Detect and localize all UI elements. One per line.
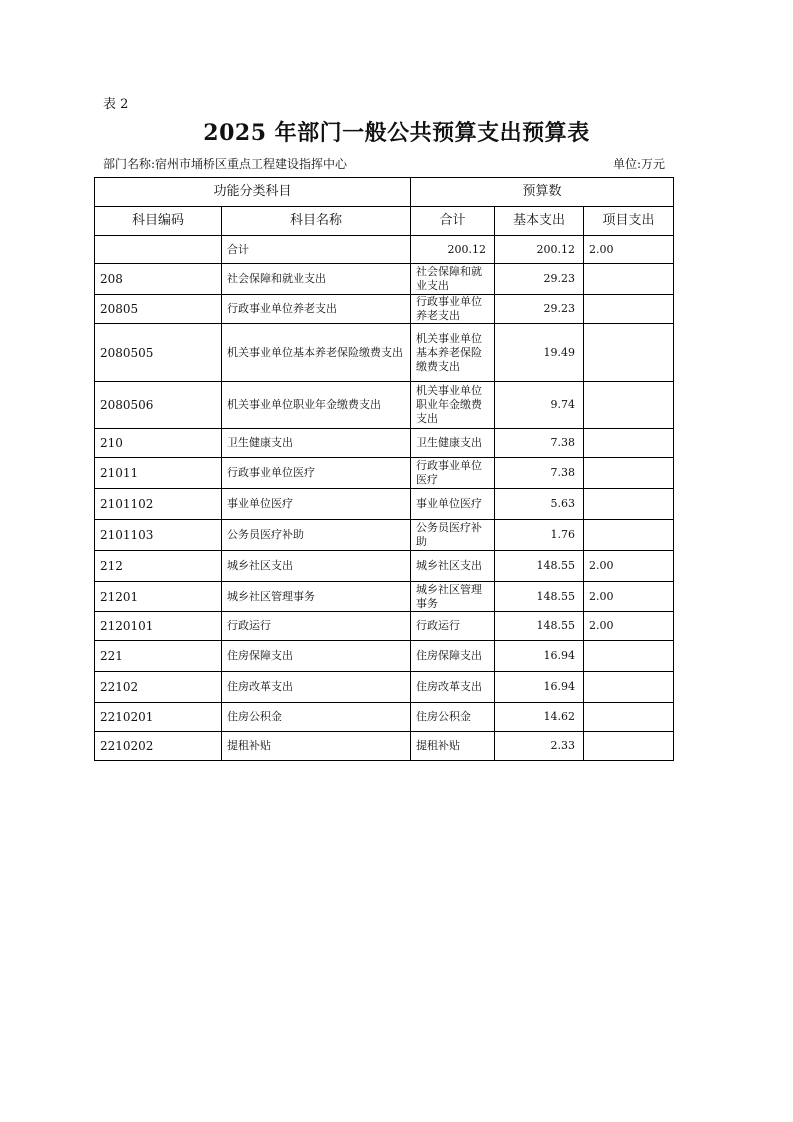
cell-basic: 148.55 — [495, 582, 584, 612]
table-label: 表 2 — [103, 97, 129, 112]
cell-code — [95, 236, 222, 264]
table-row — [95, 582, 674, 612]
cell-basic: 29.23 — [495, 264, 584, 295]
cell-name: 行政事业单位医疗 — [222, 458, 411, 489]
cell-total: 行政事业单位医疗 — [411, 458, 495, 489]
cell-basic: 14.62 — [495, 703, 584, 732]
table-row — [95, 641, 674, 672]
cell-total: 城乡社区支出 — [411, 551, 495, 582]
cell-total: 200.12 — [411, 236, 495, 264]
table-row — [95, 382, 674, 429]
cell-basic: 2.33 — [495, 732, 584, 761]
cell-project — [584, 458, 674, 489]
cell-total: 卫生健康支出 — [411, 429, 495, 458]
cell-basic: 19.49 — [495, 324, 584, 382]
cell-code: 208 — [95, 264, 222, 295]
cell-code: 20805 — [95, 295, 222, 324]
cell-code: 212 — [95, 551, 222, 582]
cell-basic: 5.63 — [495, 489, 584, 520]
cell-total: 行政运行 — [411, 612, 495, 641]
cell-code: 22102 — [95, 672, 222, 703]
cell-project — [584, 641, 674, 672]
table-row — [95, 236, 674, 264]
cell-name: 公务员医疗补助 — [222, 520, 411, 551]
table-row — [95, 264, 674, 295]
cell-code: 2210201 — [95, 703, 222, 732]
table-row — [95, 703, 674, 732]
column-header-project: 项目支出 — [584, 207, 674, 236]
group-header-budget: 预算数 — [411, 178, 674, 207]
cell-code: 2080506 — [95, 382, 222, 429]
cell-project — [584, 732, 674, 761]
cell-total: 住房公积金 — [411, 703, 495, 732]
cell-total: 提租补贴 — [411, 732, 495, 761]
cell-project — [584, 520, 674, 551]
table-row — [95, 429, 674, 458]
cell-total: 住房保障支出 — [411, 641, 495, 672]
cell-project: 2.00 — [584, 582, 674, 612]
table-row — [95, 489, 674, 520]
cell-name: 事业单位医疗 — [222, 489, 411, 520]
cell-code: 2210202 — [95, 732, 222, 761]
cell-name: 机关事业单位基本养老保险缴费支出 — [222, 324, 411, 382]
cell-project — [584, 489, 674, 520]
cell-name: 卫生健康支出 — [222, 429, 411, 458]
column-header-basic: 基本支出 — [495, 207, 584, 236]
cell-total: 住房改革支出 — [411, 672, 495, 703]
cell-project — [584, 324, 674, 382]
cell-total: 机关事业单位基本养老保险缴费支出 — [411, 324, 495, 382]
cell-project — [584, 295, 674, 324]
cell-code: 2101103 — [95, 520, 222, 551]
cell-name: 城乡社区支出 — [222, 551, 411, 582]
cell-name: 提租补贴 — [222, 732, 411, 761]
column-header-code: 科目编码 — [95, 207, 222, 236]
cell-name: 合计 — [222, 236, 411, 264]
cell-code: 210 — [95, 429, 222, 458]
cell-name: 城乡社区管理事务 — [222, 582, 411, 612]
cell-total: 社会保障和就业支出 — [411, 264, 495, 295]
department-name: 部门名称:宿州市埇桥区重点工程建设指挥中心 — [103, 157, 348, 171]
cell-total: 事业单位医疗 — [411, 489, 495, 520]
cell-basic: 1.76 — [495, 520, 584, 551]
cell-basic: 7.38 — [495, 458, 584, 489]
cell-project — [584, 703, 674, 732]
cell-project: 2.00 — [584, 236, 674, 264]
cell-project — [584, 672, 674, 703]
cell-basic: 200.12 — [495, 236, 584, 264]
budget-table — [94, 177, 674, 761]
cell-code: 2080505 — [95, 324, 222, 382]
cell-basic: 29.23 — [495, 295, 584, 324]
cell-basic: 9.74 — [495, 382, 584, 429]
table-row — [95, 520, 674, 551]
cell-total: 机关事业单位职业年金缴费支出 — [411, 382, 495, 429]
cell-code: 2101102 — [95, 489, 222, 520]
table-row — [95, 672, 674, 703]
cell-project — [584, 429, 674, 458]
cell-project — [584, 382, 674, 429]
cell-code: 221 — [95, 641, 222, 672]
table-row — [95, 612, 674, 641]
cell-total: 行政事业单位养老支出 — [411, 295, 495, 324]
column-header-name: 科目名称 — [222, 207, 411, 236]
table-row — [95, 458, 674, 489]
document-title: 2025 年部门一般公共预算支出预算表 — [203, 120, 590, 146]
table-row — [95, 551, 674, 582]
cell-name: 住房改革支出 — [222, 672, 411, 703]
cell-total: 公务员医疗补助 — [411, 520, 495, 551]
table-row — [95, 295, 674, 324]
cell-name: 行政事业单位养老支出 — [222, 295, 411, 324]
table-row — [95, 732, 674, 761]
cell-project: 2.00 — [584, 612, 674, 641]
cell-name: 社会保障和就业支出 — [222, 264, 411, 295]
cell-name: 机关事业单位职业年金缴费支出 — [222, 382, 411, 429]
cell-basic: 16.94 — [495, 672, 584, 703]
table-row — [95, 324, 674, 382]
cell-total: 城乡社区管理事务 — [411, 582, 495, 612]
group-header-function: 功能分类科目 — [95, 178, 411, 207]
cell-code: 21201 — [95, 582, 222, 612]
cell-basic: 148.55 — [495, 551, 584, 582]
column-header-total: 合计 — [411, 207, 495, 236]
cell-code: 21011 — [95, 458, 222, 489]
cell-name: 住房保障支出 — [222, 641, 411, 672]
cell-project — [584, 264, 674, 295]
cell-code: 2120101 — [95, 612, 222, 641]
cell-basic: 7.38 — [495, 429, 584, 458]
cell-basic: 148.55 — [495, 612, 584, 641]
cell-basic: 16.94 — [495, 641, 584, 672]
cell-project: 2.00 — [584, 551, 674, 582]
cell-name: 住房公积金 — [222, 703, 411, 732]
cell-name: 行政运行 — [222, 612, 411, 641]
unit-label: 单位:万元 — [612, 157, 665, 171]
